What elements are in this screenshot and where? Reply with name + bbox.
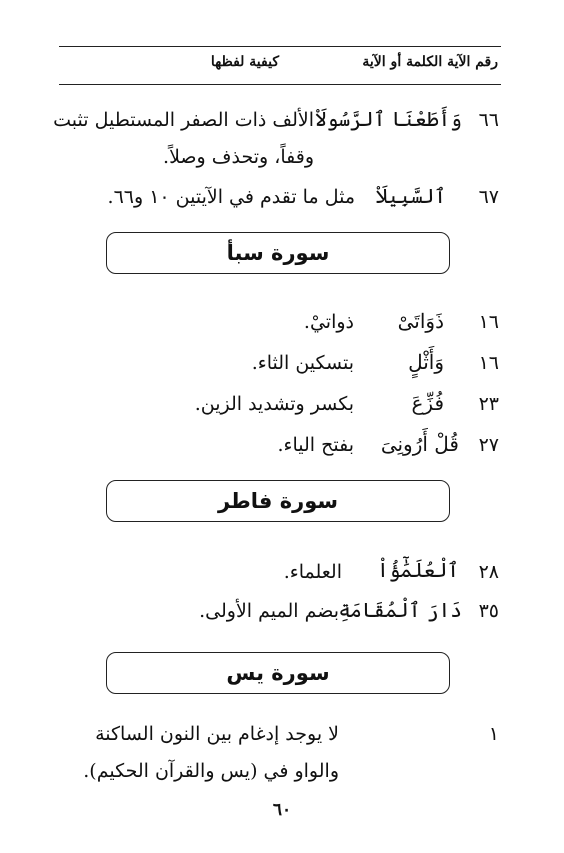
entry-number: ١٦ — [478, 311, 499, 333]
entry-word: ٱلسَّبِيلَاْ — [375, 184, 446, 208]
entry-description: لا يوجد إدغام بين النون الساكنة — [95, 723, 339, 745]
entry-description-cont: والواو في (يس والقرآن الحكيم). — [83, 760, 339, 782]
entry-word: وَأَثْلٍ — [408, 350, 444, 374]
entry-word: ذَوَاتَىْ — [397, 309, 444, 333]
entry-description-cont: وقفاً، وتحذف وصلاً. — [163, 146, 314, 168]
entry-description: بكسر وتشديد الزين. — [194, 393, 354, 415]
entry-description: بضم الميم الأولى. — [199, 600, 339, 622]
entry-description: ذواتيْ. — [303, 311, 354, 333]
surah-fatir-heading — [106, 480, 450, 522]
entry-description: مثل ما تقدم في الآيتين ١٠ و٦٦. — [107, 186, 355, 208]
entry-number: ٢٣ — [478, 393, 499, 415]
entry-number: ١ — [488, 723, 499, 745]
page-number: ٦٠ — [272, 800, 292, 820]
surah-saba-heading — [106, 232, 450, 274]
entry-number: ١٦ — [478, 352, 499, 374]
header-bottom-rule — [59, 84, 501, 85]
surah-title: سورة يس — [226, 661, 330, 685]
entry-description: الألف ذات الصفر المستطيل تثبت — [53, 109, 314, 131]
entry-word: وَأَطَعْنَا ٱلرَّسُولَاْ — [315, 107, 462, 131]
entry-description: العلماء. — [283, 561, 342, 583]
entry-number: ٢٨ — [478, 561, 499, 583]
entry-word: قُلْ أَرُونِىَ — [380, 432, 459, 456]
entry-number: ٣٥ — [478, 600, 499, 622]
surah-title: سورة سبأ — [226, 241, 330, 265]
header-ayah-word: رقم الآية الكلمة أو الآية — [362, 54, 498, 70]
header-pronunciation: كيفية لفظها — [210, 54, 279, 70]
entry-word: دَارَ ٱلْمُقَامَةِ — [338, 598, 462, 622]
entry-number: ٦٧ — [478, 186, 499, 208]
entry-description: بفتح الياء. — [277, 434, 354, 456]
surah-yasin-heading — [106, 652, 450, 694]
header-top-rule — [59, 46, 501, 47]
entry-description: بتسكين الثاء. — [251, 352, 354, 374]
entry-number: ٢٧ — [478, 434, 499, 456]
entry-number: ٦٦ — [478, 109, 499, 131]
surah-title: سورة فاطر — [217, 489, 339, 513]
entry-word: فُزِّعَ — [411, 391, 444, 415]
entry-word: ٱلْعُلَمَٰٓؤُاْ — [376, 558, 459, 582]
